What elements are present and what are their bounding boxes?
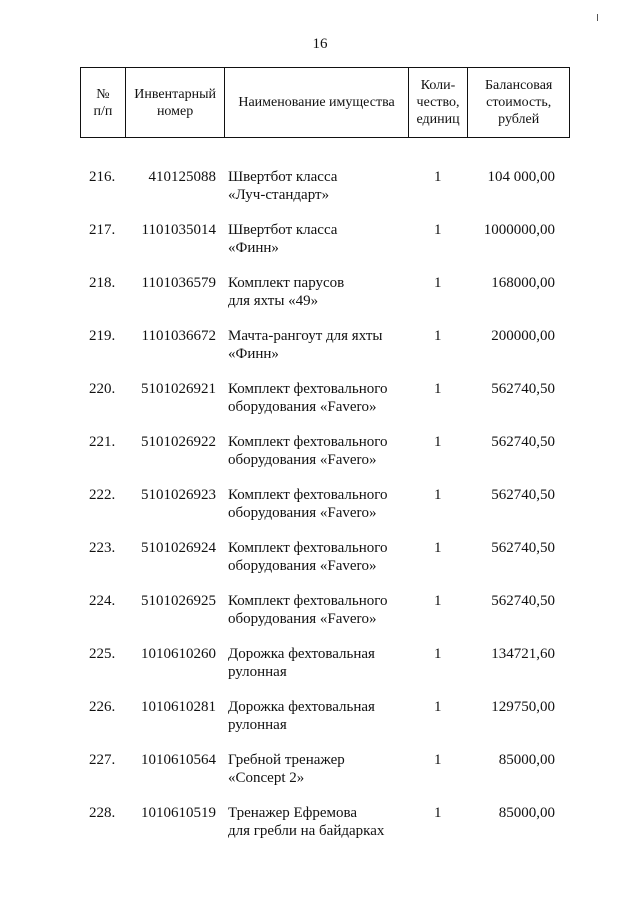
table-row xyxy=(0,433,640,486)
row-num: 221. xyxy=(89,434,116,450)
row-quantity: 1 xyxy=(434,275,442,291)
table-row xyxy=(0,804,640,857)
row-inventory: 5101026924 xyxy=(141,540,216,556)
row-inventory: 1010610519 xyxy=(141,805,216,821)
row-cost: 200000,00 xyxy=(491,328,555,344)
row-num: 227. xyxy=(89,752,116,768)
row-quantity: 1 xyxy=(434,752,442,768)
row-name: Комплект фехтовального оборудования «Favero» xyxy=(228,434,388,468)
row-name: Мачта-рангоут для яхты «Финн» xyxy=(228,328,383,362)
table-row xyxy=(0,327,640,380)
table-row xyxy=(0,751,640,804)
table-row xyxy=(0,486,640,539)
row-cost: 562740,50 xyxy=(491,593,555,609)
header-name: Наименование имущества xyxy=(225,68,408,137)
row-cost: 1000000,00 xyxy=(483,222,555,238)
table-row xyxy=(0,274,640,327)
row-name: Комплект парусов для яхты «49» xyxy=(228,275,345,309)
table-body xyxy=(0,168,640,857)
table-row xyxy=(0,645,640,698)
table-row xyxy=(0,221,640,274)
table-header xyxy=(80,67,570,138)
row-quantity: 1 xyxy=(434,169,442,185)
row-cost: 129750,00 xyxy=(491,699,555,715)
row-quantity: 1 xyxy=(434,646,442,662)
row-inventory: 1101035014 xyxy=(141,222,216,238)
row-name: Гребной тренажер «Concept 2» xyxy=(228,752,345,786)
row-name: Швертбот класса «Луч-стандарт» xyxy=(228,169,338,203)
row-inventory: 5101026922 xyxy=(141,434,216,450)
table-row xyxy=(0,592,640,645)
row-quantity: 1 xyxy=(434,540,442,556)
row-name: Швертбот класса «Финн» xyxy=(228,222,338,256)
row-cost: 85000,00 xyxy=(498,805,555,821)
row-name: Дорожка фехтовальная рулонная xyxy=(228,646,375,680)
row-num: 222. xyxy=(89,487,116,503)
header-inventory: Инвентарный номер xyxy=(126,68,226,137)
row-quantity: 1 xyxy=(434,381,442,397)
row-name: Дорожка фехтовальная рулонная xyxy=(228,699,375,733)
row-quantity: 1 xyxy=(434,328,442,344)
row-cost: 134721,60 xyxy=(491,646,555,662)
row-name: Комплект фехтовального оборудования «Favero» xyxy=(228,487,388,521)
row-cost: 562740,50 xyxy=(491,434,555,450)
header-cost: Балансовая стоимость, рублей xyxy=(485,78,553,127)
table-row xyxy=(0,539,640,592)
row-cost: 562740,50 xyxy=(491,381,555,397)
row-cost: 168000,00 xyxy=(491,275,555,291)
scan-mark xyxy=(597,14,598,21)
row-quantity: 1 xyxy=(434,699,442,715)
table-row xyxy=(0,168,640,221)
row-inventory: 5101026921 xyxy=(141,381,216,397)
row-inventory: 1010610260 xyxy=(141,646,216,662)
row-num: 218. xyxy=(89,275,116,291)
row-inventory: 1101036579 xyxy=(141,275,216,291)
row-cost: 562740,50 xyxy=(491,540,555,556)
row-inventory: 1010610564 xyxy=(141,752,216,768)
row-cost: 85000,00 xyxy=(498,752,555,768)
row-num: 225. xyxy=(89,646,116,662)
row-quantity: 1 xyxy=(434,434,442,450)
row-num: 216. xyxy=(89,169,116,185)
row-name: Комплект фехтовального оборудования «Favero» xyxy=(228,593,388,627)
row-quantity: 1 xyxy=(434,487,442,503)
row-inventory: 410125088 xyxy=(148,169,216,185)
row-inventory: 1101036672 xyxy=(141,328,216,344)
row-name: Комплект фехтовального оборудования «Favero» xyxy=(228,381,388,415)
row-quantity: 1 xyxy=(434,805,442,821)
row-num: 228. xyxy=(89,805,116,821)
row-num: 226. xyxy=(89,699,116,715)
header-quantity: Коли- чество, единиц xyxy=(409,68,469,137)
row-num: 219. xyxy=(89,328,116,344)
row-name: Тренажер Ефремова для гребли на байдарках xyxy=(228,805,385,839)
page-number: 16 xyxy=(312,36,328,52)
row-num: 220. xyxy=(89,381,116,397)
row-name: Комплект фехтовального оборудования «Favero» xyxy=(228,540,388,574)
row-num: 224. xyxy=(89,593,116,609)
table-row xyxy=(0,380,640,433)
row-num: 223. xyxy=(89,540,116,556)
row-quantity: 1 xyxy=(434,222,442,238)
header-num: № п/п xyxy=(81,68,126,137)
table-row xyxy=(0,698,640,751)
row-inventory: 5101026925 xyxy=(141,593,216,609)
row-cost: 562740,50 xyxy=(491,487,555,503)
row-cost: 104 000,00 xyxy=(487,169,555,185)
row-num: 217. xyxy=(89,222,116,238)
row-inventory: 5101026923 xyxy=(141,487,216,503)
row-quantity: 1 xyxy=(434,593,442,609)
row-inventory: 1010610281 xyxy=(141,699,216,715)
